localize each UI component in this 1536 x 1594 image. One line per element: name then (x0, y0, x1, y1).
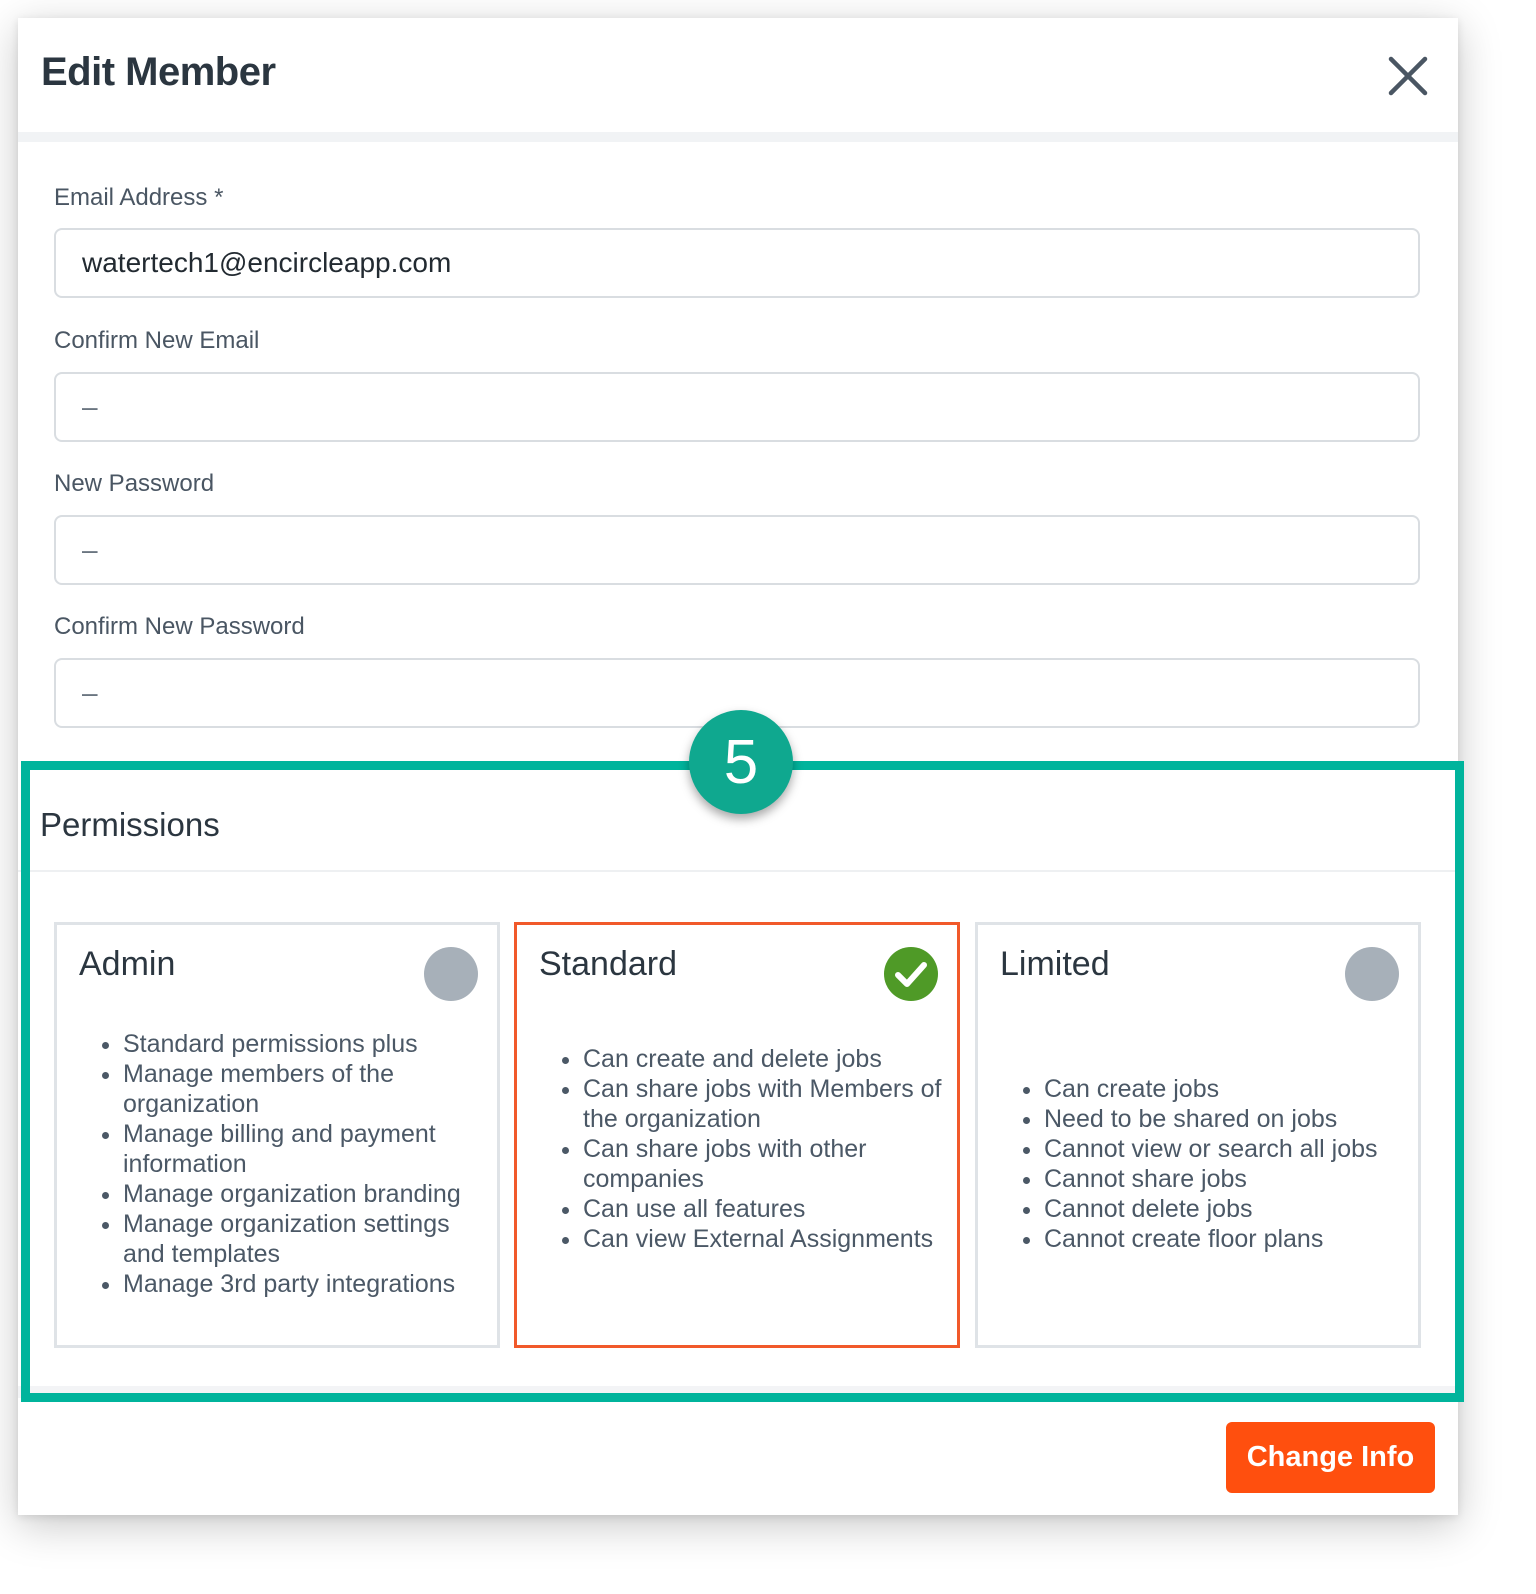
list-item: • Cannot share jobs (1044, 1164, 1414, 1194)
list-item: • Can create and delete jobs (583, 1044, 953, 1074)
radio-selected[interactable] (884, 947, 938, 1001)
card-title: Standard (539, 945, 677, 983)
list-item: • Cannot create floor plans (1044, 1224, 1414, 1254)
list-item: • Manage 3rd party integrations (123, 1269, 493, 1299)
email-label: Email Address * (54, 184, 224, 211)
list-item: • Can view External Assignments (583, 1224, 953, 1254)
list-item: • Manage organization branding (123, 1179, 493, 1209)
email-field[interactable]: watertech1@encircleapp.com (54, 228, 1420, 298)
section-footer-shade (18, 1386, 1458, 1398)
list-item: • Manage billing and payment information (123, 1119, 493, 1179)
list-item: • Cannot delete jobs (1044, 1194, 1414, 1224)
permissions-divider (18, 870, 1458, 872)
list-item: • Can share jobs with other companies (583, 1134, 953, 1194)
step-number-badge: 5 (689, 710, 793, 814)
permission-card-standard[interactable] (514, 922, 960, 1348)
confirm-password-field[interactable]: – (54, 658, 1420, 728)
permission-list (79, 1029, 493, 1299)
close-button[interactable] (1386, 54, 1430, 98)
list-item: • Need to be shared on jobs (1044, 1104, 1414, 1134)
new-password-label: New Password (54, 470, 215, 497)
list-item: • Manage members of the organization (123, 1059, 493, 1119)
confirm-email-label: Confirm New Email (54, 327, 260, 354)
radio-unselected-icon[interactable] (424, 947, 478, 1001)
close-icon (1386, 54, 1430, 98)
list-item: • Can use all features (583, 1194, 953, 1224)
checkmark-icon (884, 947, 938, 1001)
confirm-password-label: Confirm New Password (54, 613, 305, 640)
list-item: • Cannot view or search all jobs (1044, 1134, 1414, 1164)
list-item: • Can create jobs (1044, 1074, 1414, 1104)
header-divider (18, 132, 1458, 142)
permission-card-limited[interactable] (975, 922, 1421, 1348)
list-item: • Manage organization settings and templates (123, 1209, 493, 1269)
permission-list (539, 1044, 953, 1254)
change-info-button[interactable]: Change Info (1226, 1422, 1435, 1493)
permissions-title: Permissions (40, 806, 220, 843)
permission-list (1000, 1074, 1414, 1254)
modal-header (18, 18, 1458, 132)
permissions-section (18, 768, 1458, 1398)
card-title: Limited (1000, 945, 1110, 983)
modal-title: Edit Member (41, 50, 276, 94)
radio-unselected-icon[interactable] (1345, 947, 1399, 1001)
card-title: Admin (79, 945, 176, 983)
list-item: • Standard permissions plus (123, 1029, 493, 1059)
new-password-field[interactable]: – (54, 515, 1420, 585)
permission-card-admin[interactable] (54, 922, 500, 1348)
list-item: • Can share jobs with Members of the organization (583, 1074, 953, 1134)
confirm-email-field[interactable]: – (54, 372, 1420, 442)
